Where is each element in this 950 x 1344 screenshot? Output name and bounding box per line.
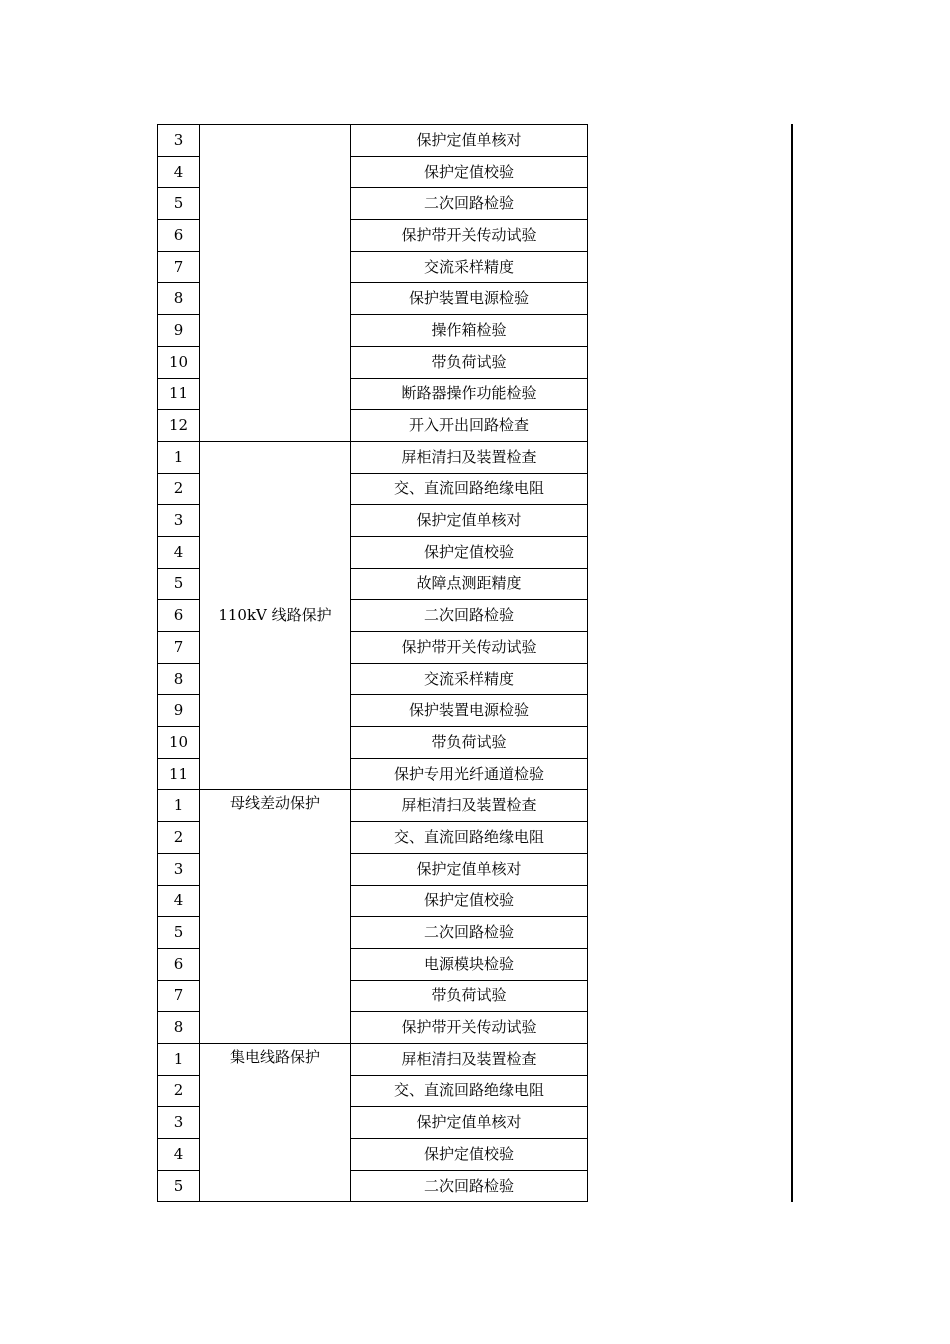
row-number: 3	[158, 1107, 200, 1139]
test-item: 二次回路检验	[351, 917, 588, 949]
test-item: 交流采样精度	[351, 251, 588, 283]
category-cell	[200, 125, 351, 442]
row-number: 5	[158, 188, 200, 220]
test-item: 二次回路检验	[351, 1170, 588, 1202]
row-number: 2	[158, 473, 200, 505]
row-number: 5	[158, 917, 200, 949]
test-item: 交、直流回路绝缘电阻	[351, 1075, 588, 1107]
row-number: 6	[158, 600, 200, 632]
row-number: 3	[158, 505, 200, 537]
row-number: 1	[158, 441, 200, 473]
row-number: 1	[158, 1043, 200, 1075]
test-item: 保护定值单核对	[351, 505, 588, 537]
row-number: 6	[158, 948, 200, 980]
test-item: 屏柜清扫及装置检查	[351, 790, 588, 822]
test-item: 带负荷试验	[351, 346, 588, 378]
test-item: 保护带开关传动试验	[351, 1012, 588, 1044]
row-number: 10	[158, 727, 200, 759]
table-row	[158, 790, 588, 822]
test-item: 屏柜清扫及装置检查	[351, 441, 588, 473]
test-item: 保护定值校验	[351, 536, 588, 568]
test-item: 保护定值单核对	[351, 1107, 588, 1139]
right-border-line	[791, 124, 793, 1202]
test-item: 保护专用光纤通道检验	[351, 758, 588, 790]
test-item: 交、直流回路绝缘电阻	[351, 473, 588, 505]
row-number: 8	[158, 663, 200, 695]
row-number: 1	[158, 790, 200, 822]
test-item: 带负荷试验	[351, 727, 588, 759]
test-item: 保护定值校验	[351, 1139, 588, 1171]
row-number: 6	[158, 220, 200, 252]
row-number: 9	[158, 695, 200, 727]
row-number: 7	[158, 980, 200, 1012]
test-item: 保护定值校验	[351, 156, 588, 188]
row-number: 7	[158, 632, 200, 664]
test-item: 操作箱检验	[351, 315, 588, 347]
test-item: 屏柜清扫及装置检查	[351, 1043, 588, 1075]
test-item: 二次回路检验	[351, 600, 588, 632]
row-number: 7	[158, 251, 200, 283]
category-cell: 110kV 线路保护	[200, 441, 351, 790]
row-number: 11	[158, 758, 200, 790]
test-item: 交、直流回路绝缘电阻	[351, 822, 588, 854]
table-row	[158, 1043, 588, 1075]
row-number: 11	[158, 378, 200, 410]
test-item: 保护带开关传动试验	[351, 220, 588, 252]
row-number: 12	[158, 410, 200, 442]
row-number: 10	[158, 346, 200, 378]
row-number: 8	[158, 283, 200, 315]
table-row	[158, 125, 588, 157]
test-item: 保护带开关传动试验	[351, 632, 588, 664]
test-item: 保护装置电源检验	[351, 283, 588, 315]
test-item: 交流采样精度	[351, 663, 588, 695]
test-item: 带负荷试验	[351, 980, 588, 1012]
test-item: 二次回路检验	[351, 188, 588, 220]
row-number: 3	[158, 853, 200, 885]
row-number: 2	[158, 822, 200, 854]
row-number: 5	[158, 1170, 200, 1202]
test-item: 故障点测距精度	[351, 568, 588, 600]
table-body	[158, 125, 588, 1202]
row-number: 4	[158, 885, 200, 917]
test-item: 电源模块检验	[351, 948, 588, 980]
category-cell: 母线差动保护	[200, 790, 351, 1044]
test-item: 保护定值单核对	[351, 125, 588, 157]
row-number: 4	[158, 536, 200, 568]
row-number: 4	[158, 1139, 200, 1171]
test-item: 保护装置电源检验	[351, 695, 588, 727]
test-item: 保护定值校验	[351, 885, 588, 917]
row-number: 2	[158, 1075, 200, 1107]
row-number: 3	[158, 125, 200, 157]
category-cell: 集电线路保护	[200, 1043, 351, 1201]
row-number: 5	[158, 568, 200, 600]
row-number: 9	[158, 315, 200, 347]
row-number: 4	[158, 156, 200, 188]
test-item: 开入开出回路检查	[351, 410, 588, 442]
protection-test-table	[157, 124, 588, 1202]
test-item: 断路器操作功能检验	[351, 378, 588, 410]
row-number: 8	[158, 1012, 200, 1044]
test-item: 保护定值单核对	[351, 853, 588, 885]
table-row	[158, 441, 588, 473]
